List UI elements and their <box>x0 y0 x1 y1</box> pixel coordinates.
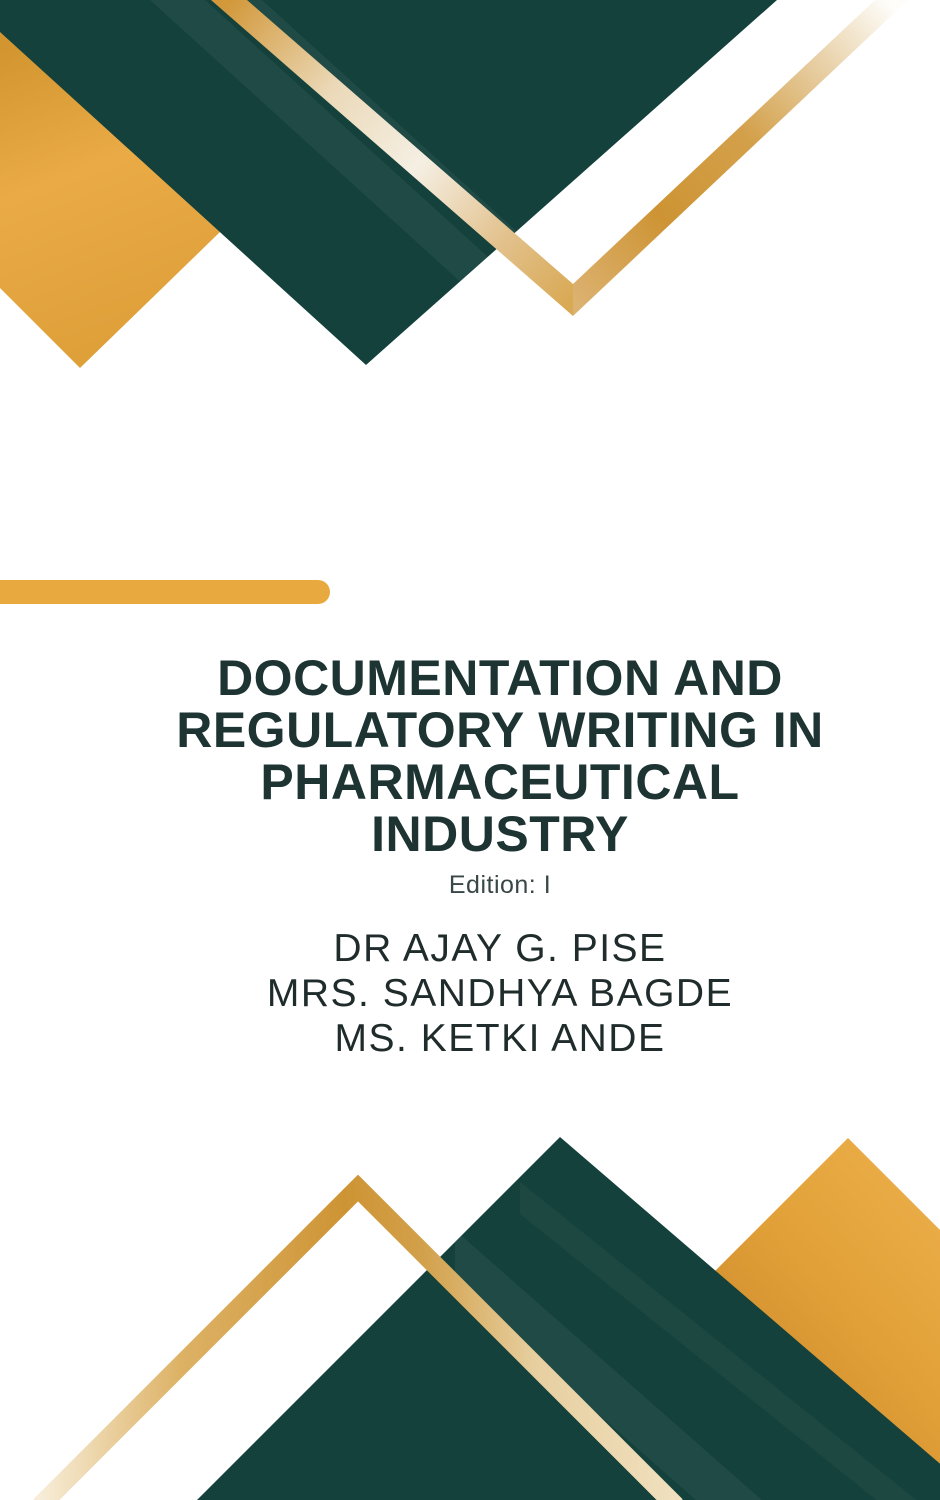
title-line-3: PHARMACEUTICAL <box>260 754 740 810</box>
author-name-2: MRS. SANDHYA BAGDE <box>266 972 734 1015</box>
gold-accent-bar <box>0 580 330 604</box>
title-line-4: INDUSTRY <box>371 806 629 862</box>
title-line-1: DOCUMENTATION AND <box>217 650 783 706</box>
edition-label: Edition: I <box>448 871 552 899</box>
title-line-2: REGULATORY WRITING IN <box>176 702 824 758</box>
bottom-decoration <box>40 1137 940 1500</box>
authors-block <box>60 926 940 1061</box>
author-name-1: DR AJAY G. PISE <box>333 927 667 970</box>
author-name-3: MS. KETKI ANDE <box>334 1017 666 1060</box>
title-block <box>60 652 940 860</box>
top-decoration <box>0 0 908 368</box>
